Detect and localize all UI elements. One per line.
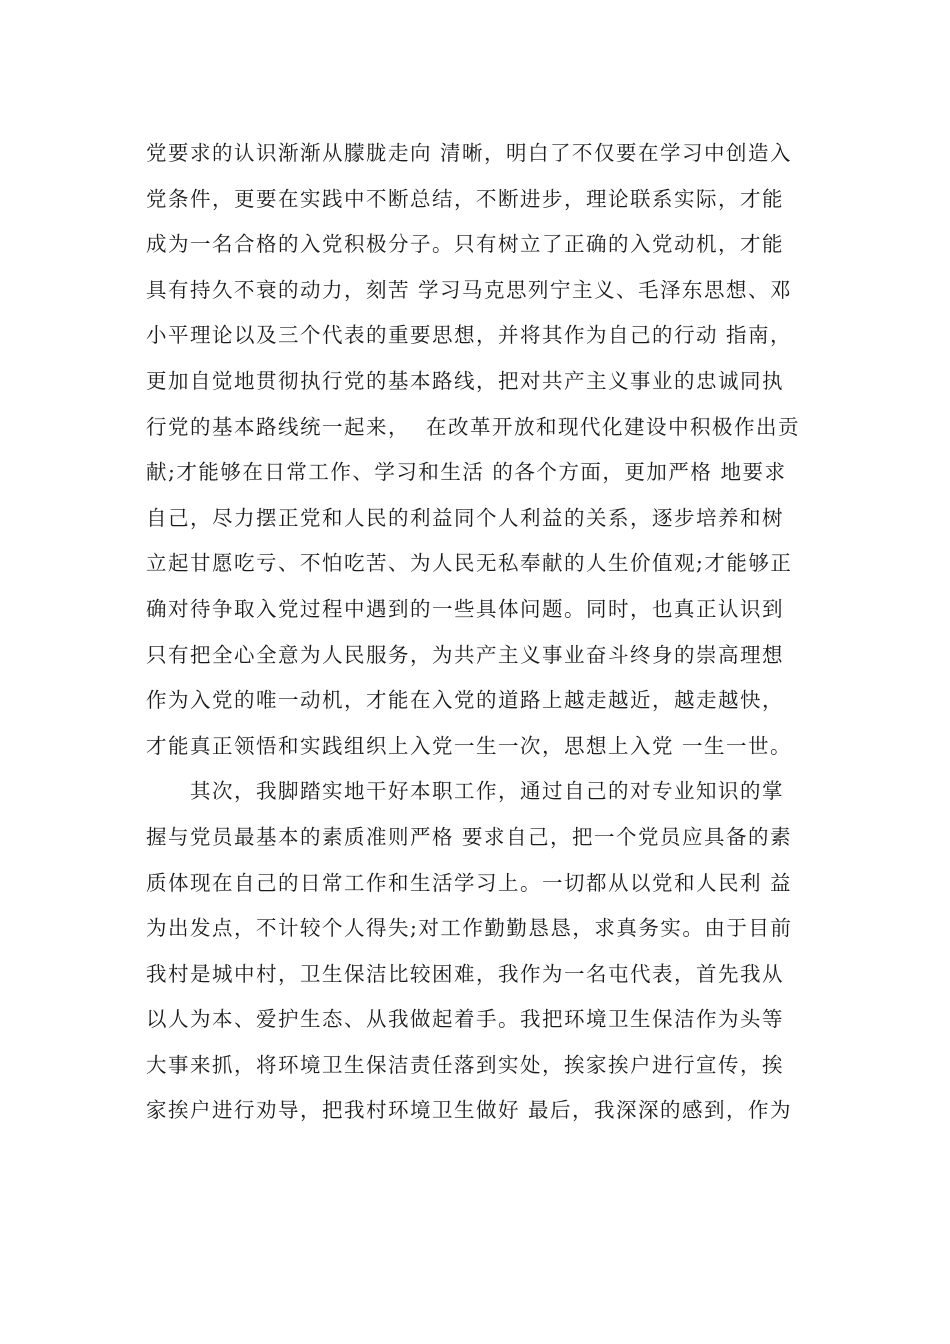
- text-line: 作为入党的唯一动机，才能在入党的道路上越走越近，越走越快，: [146, 688, 784, 713]
- text-line: 握与党员最基本的素质准则严格 要求自己，把一个党员应具备的素: [146, 824, 793, 849]
- text-line: 家挨户进行劝导，把我村环境卫生做好 最后，我深深的感到，作为: [146, 1098, 793, 1123]
- text-line: 其次，我脚踏实地干好本职工作，通过自己的对专业知识的掌: [146, 779, 784, 804]
- document-body-text: [146, 131, 826, 1134]
- text-line: 只有把全心全意为人民服务，为共产主义事业奋斗终身的崇高理想: [146, 642, 784, 667]
- text-line: 具有持久不衰的动力，刻苦 学习马克思列宁主义、毛泽东思想、邓: [146, 277, 793, 302]
- text-line: 小平理论以及三个代表的重要思想，并将其作为自己的行动 指南，: [146, 323, 793, 348]
- text-line: 大事来抓，将环境卫生保洁责任落到实处，挨家挨户进行宣传，挨: [146, 1052, 784, 1077]
- text-line: 立起甘愿吃亏、不怕吃苦、为人民无私奉献的人生价值观;才能够正: [146, 551, 793, 576]
- text-line: 才能真正领悟和实践组织上入党一生一次，思想上入党 一生一世。: [146, 733, 793, 758]
- text-line: 行党的基本路线统一起来， 在改革开放和现代化建设中积极作出贡: [146, 414, 801, 439]
- text-line: 自己，尽力摆正党和人民的利益同个人利益的关系，逐步培养和树: [146, 505, 784, 530]
- text-line: 党要求的认识渐渐从朦胧走向 清晰，明白了不仅要在学习中创造入: [146, 141, 793, 165]
- text-line: 献;才能够在日常工作、学习和生活 的各个方面，更加严格 地要求: [146, 460, 787, 485]
- text-line: 以人为本、爱护生态、从我做起着手。我把环境卫生保洁作为头等: [146, 1007, 784, 1032]
- text-line: 确对待争取入党过程中遇到的一些具体问题。同时，也真正认识到: [146, 596, 784, 621]
- text-line: 质体现在自己的日常工作和生活学习上。一切都从以党和人民利 益: [146, 870, 793, 895]
- text-line: 更加自觉地贯彻执行党的基本路线，把对共产主义事业的忠诚同执: [146, 368, 784, 393]
- text-line: 成为一名合格的入党积极分子。只有树立了正确的入党动机，才能: [146, 232, 784, 257]
- text-line: 我村是城中村，卫生保洁比较困难，我作为一名屯代表，首先我从: [146, 961, 784, 986]
- text-line: 党条件，更要在实践中不断总结，不断进步，理论联系实际，才能: [146, 186, 784, 211]
- text-line: 为出发点，不计较个人得失;对工作勤勤恳恳，求真务实。由于目前: [146, 916, 793, 941]
